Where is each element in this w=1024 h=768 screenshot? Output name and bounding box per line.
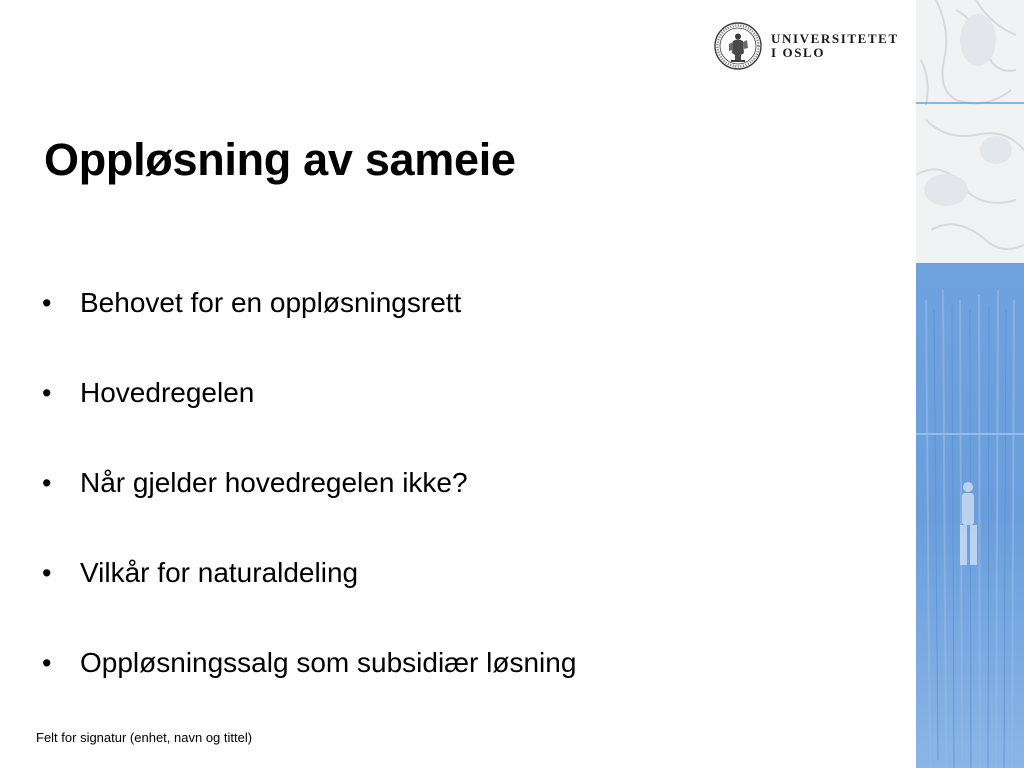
bullet-item [42, 639, 576, 687]
bullet-item [42, 549, 576, 597]
bullet-marker: • [42, 288, 52, 318]
bullet-marker: • [42, 648, 52, 678]
wordmark-line-2: I OSLO [771, 45, 826, 60]
bullet-marker: • [42, 468, 52, 498]
university-logo [714, 22, 899, 70]
bullet-list [42, 279, 576, 687]
classical-statue-image [916, 0, 1024, 768]
bullet-text: Vilkår for naturaldeling [80, 557, 359, 588]
wordmark-line-1: UNIVERSITETET [771, 31, 899, 46]
bullet-item [42, 279, 576, 327]
bullet-marker: • [42, 378, 52, 408]
decorative-side-band [916, 0, 1024, 768]
bullet-text: Behovet for en oppløsningsrett [80, 287, 462, 318]
bullet-text: Oppløsningssalg som subsidiær løsning [80, 647, 577, 678]
slide-title: Oppløsning av sameie [44, 134, 516, 185]
bullet-item [42, 369, 576, 417]
bullet-item [42, 459, 576, 507]
bullet-text: Når gjelder hovedregelen ikke? [80, 467, 468, 498]
university-wordmark [771, 32, 899, 60]
bullet-text: Hovedregelen [80, 377, 255, 408]
signature-footer: Felt for signatur (enhet, navn og tittel) [36, 730, 253, 745]
university-seal-icon [714, 22, 762, 70]
bullet-marker: • [42, 558, 52, 588]
